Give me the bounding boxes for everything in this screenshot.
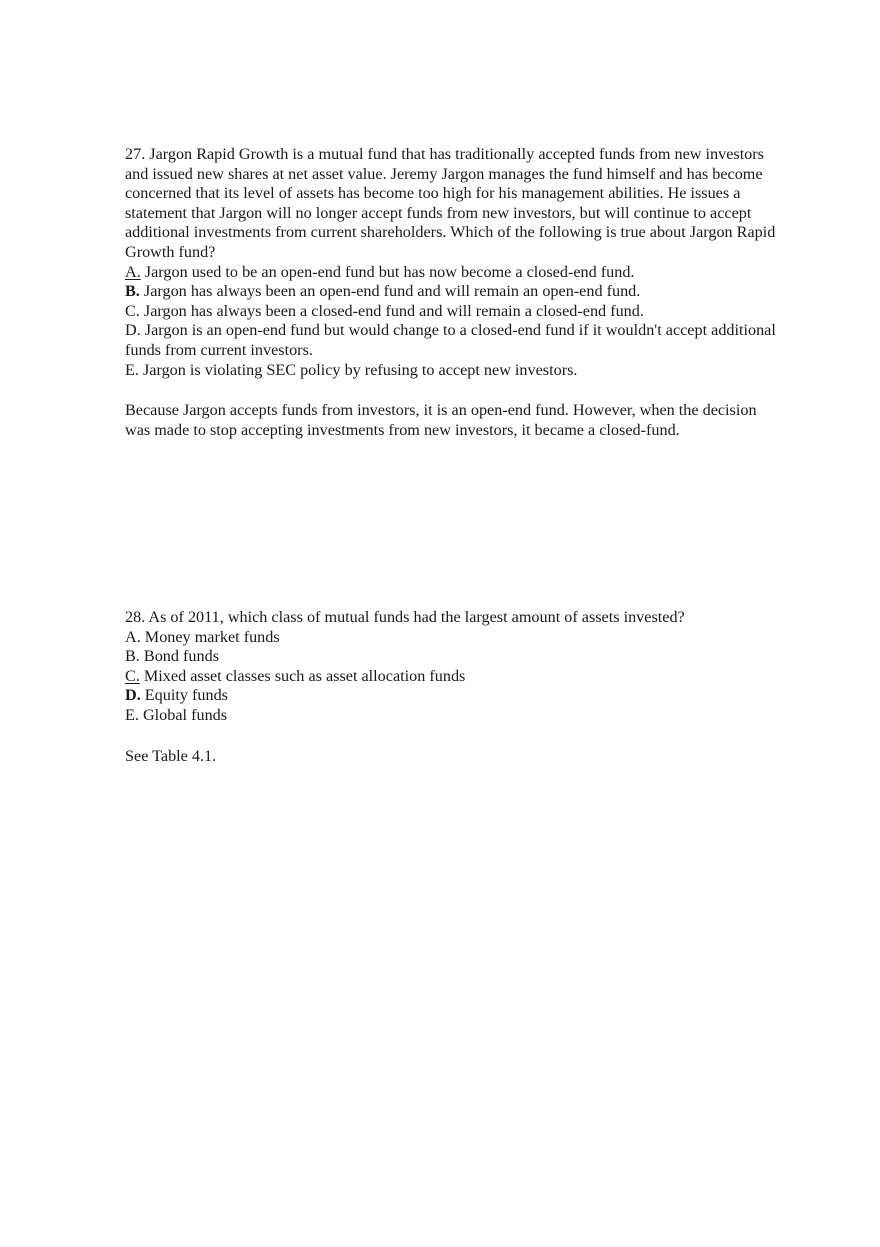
answer-option-e (125, 361, 785, 381)
option-text: Mixed asset classes such as asset allocation funds (139, 666, 466, 685)
option-letter: E. (125, 705, 139, 724)
question-stem: 27. Jargon Rapid Growth is a mutual fund that has traditionally accepted funds from new investors and issued new shares at net asset value. Jeremy Jargon manages the fund himself and has become concerned that its level of assets has become too high for his management abilities. He issues a statement that Jargon will no longer accept funds from new investors, but will continue to accept additional investments from current shareholders. Which of the following is true about Jargon Rapid Growth fund? (125, 145, 776, 261)
option-letter-marked: A. (125, 262, 141, 281)
answer-option-b (125, 282, 785, 302)
question-28 (125, 608, 785, 766)
option-letter: E. (125, 360, 139, 379)
option-text: Jargon is violating SEC policy by refusing to accept new investors. (138, 360, 578, 379)
option-text: Bond funds (139, 647, 220, 666)
answer-option-c (125, 667, 785, 687)
answer-explanation: See Table 4.1. (125, 746, 217, 765)
answer-option-a (125, 628, 785, 648)
question-27 (125, 145, 785, 440)
option-letter-marked: C. (125, 666, 140, 685)
option-letter: C. (125, 301, 140, 320)
answer-option-a (125, 263, 785, 283)
answer-option-e (125, 706, 785, 726)
option-letter: A. (125, 627, 141, 646)
option-text: Jargon used to be an open-end fund but has now become a closed-end fund. (140, 262, 635, 281)
answer-option-d (125, 321, 785, 360)
question-stem: 28. As of 2011, which class of mutual funds had the largest amount of assets invested? (125, 608, 685, 626)
option-letter: B. (125, 647, 140, 666)
option-text: Jargon has always been a closed-end fund and will remain a closed-end fund. (139, 301, 644, 320)
option-letter-correct: B. (125, 282, 140, 301)
option-text: Jargon is an open-end fund but would change to a closed-end fund if it wouldn't accept additional funds from current investors. (125, 321, 776, 359)
answer-option-c (125, 302, 785, 322)
answer-option-d (125, 686, 785, 706)
option-letter-correct: D. (125, 686, 141, 705)
answer-explanation: Because Jargon accepts funds from investors, it is an open-end fund. However, when the decision was made to stop accepting investments from new investors, it became a closed-fund. (125, 401, 757, 439)
option-text: Jargon has always been an open-end fund and will remain an open-end fund. (139, 282, 641, 301)
option-text: Global funds (138, 705, 228, 724)
option-letter: D. (125, 321, 141, 340)
option-text: Money market funds (140, 627, 280, 646)
answer-option-b (125, 647, 785, 667)
option-text: Equity funds (140, 686, 228, 705)
